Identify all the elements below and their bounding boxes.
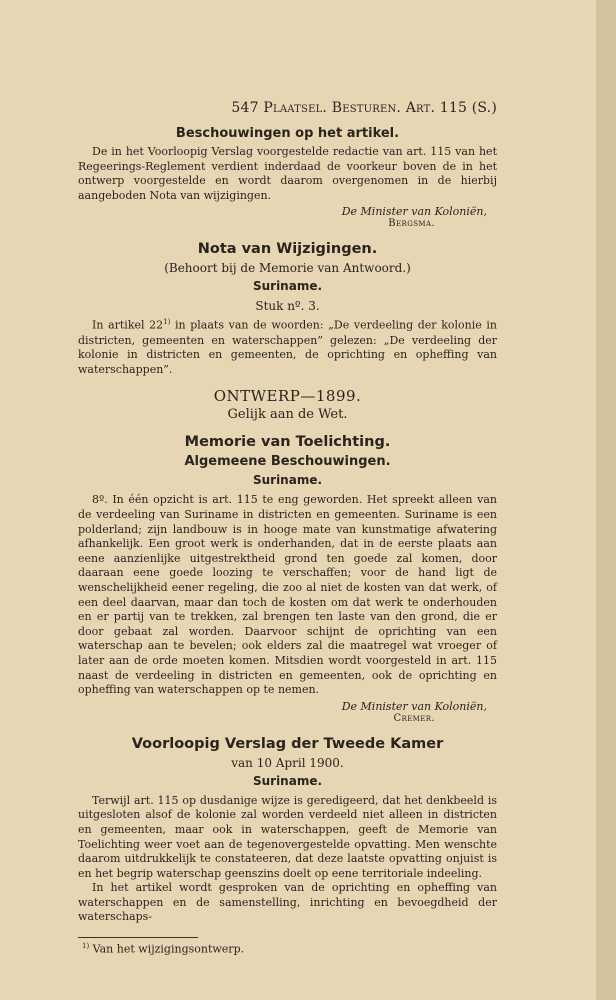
running-header xyxy=(78,100,497,116)
paragraph: In het artikel wordt gesproken van de oprichting en opheffing van waterschappen en de samenstelling, inrichting en bevoegdheid der waterschaps- xyxy=(78,881,497,924)
draft-title: ONTWERP—1899. xyxy=(213,387,362,406)
subtitle: (Behoort bij de Memorie van Antwoord.) xyxy=(164,261,411,276)
footnote xyxy=(78,942,497,956)
page-number: 547 xyxy=(231,100,259,116)
signature-name: Cremer. xyxy=(393,712,435,724)
subsection-heading: Algemeene Beschouwingen. xyxy=(184,454,391,470)
document-number: Stuk nº. 3. xyxy=(255,299,320,314)
section-heading: Beschouwingen op het artikel. xyxy=(175,126,400,141)
paragraph: De in het Voorloopig Verslag voorgestelde redactie van art. 115 van het Regeerings-Reglement verdient inderdaad de voorkeur boven de in het ontwerp voorgestelde en wordt daarom overgenomen in de hierbij aangeboden Nota van wijzigingen. xyxy=(78,145,497,202)
footnote-mark: 1) xyxy=(82,942,90,951)
paragraph: Terwijl art. 115 op dusdanige wijze is geredigeerd, dat het denkbeeld is uitgesloten alsof de kolonie zal worden verdeeld niet alleen in districten en gemeenten, maar ook in waterschappen, geeft de Memorie van Toelichting weer voet aan de tegenovergestelde opvatting. Men wenschte daarom uitdrukkelijk te constateeren, dat deze laatste opvatting onjuist is en het begrip waterschap geenszins doelt op eene territoriale indeeling. xyxy=(78,793,497,880)
report-date: van 10 April 1900. xyxy=(231,755,344,770)
region-heading: Suriname. xyxy=(252,279,323,294)
footnote-text: Van het wijzigingsontwerp. xyxy=(89,942,245,956)
paragraph-start: In artikel 22 xyxy=(92,319,164,333)
footnote-marker: 1) xyxy=(163,318,171,327)
draft-subtitle: Gelijk aan de Wet. xyxy=(227,407,348,423)
paragraph xyxy=(78,315,497,377)
paragraph: 8º. In één opzicht is art. 115 te eng geworden. Het spreekt alleen van de verdeeling van Suriname in districten en gemeenten. Suriname is een polderland; zijn landbouw is in hooge mate van kunstmatige afwatering afhankelijk. Een groot werk is onderhanden, dat in de eerste plaats aan eene aanzienlijke uitgestrektheid grond ten goede zal komen, door daaraan eene goede loozing te verschaffen; voor de hand ligt de wenschelijkheid eener regeling, die zoo al niet de kosten van dat werk, of een deel daarvan, maar dan toch de kosten om dat werk te onderhouden en er partij van te trekken, zal brengen ten laste van den grond, die er door gebaat zal worden. Daarvoor schijnt de oprichting van een waterschap aan te bevelen; ook elders zal die maatregel wat vroeger of later aan de orde moeten komen. Mitsdien wordt voorgesteld in art. 115 naast de verdeeling in districten en gemeenten, ook de oprichting en opheffing van waterschappen op te nemen. xyxy=(78,493,497,697)
signature-title: De Minister van Koloniën, xyxy=(341,699,487,713)
footnote-rule xyxy=(78,937,198,938)
page-content xyxy=(78,100,497,956)
running-title: Plaatsel. Besturen. Art. 115 (S.) xyxy=(263,100,497,116)
section-heading: Memorie van Toelichting. xyxy=(184,434,391,451)
region-heading: Suriname. xyxy=(252,773,323,788)
region-heading: Suriname. xyxy=(252,473,323,488)
paragraph-rest: in plaats van de woorden: „De verdeeling der kolonie in districten, gemeenten en waterschappen” gelezen: „De verdeeling der kolonie in districten en gemeenten, de oprichting en opheffing van waterschappen”. xyxy=(78,319,497,376)
section-heading: Nota van Wijzigingen. xyxy=(197,241,378,258)
signature-name: Bergsma. xyxy=(388,218,435,230)
section-heading: Voorloopig Verslag der Tweede Kamer xyxy=(131,735,444,752)
page-edge xyxy=(596,0,616,1000)
signature-title: De Minister van Koloniën, xyxy=(341,205,487,219)
